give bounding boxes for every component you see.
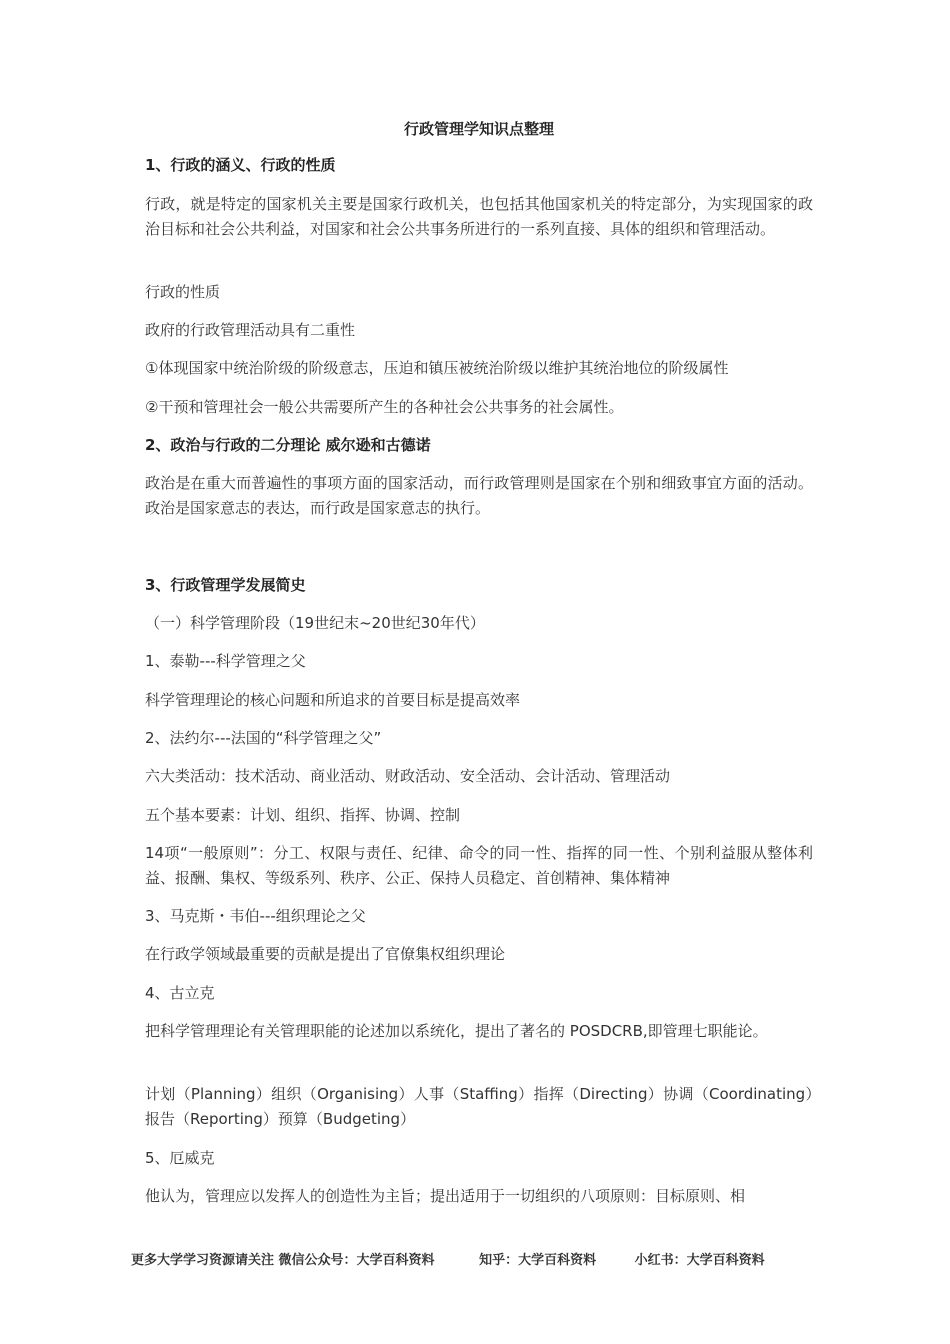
section-3-paragraph-4: 2、法约尔---法国的“科学管理之父” xyxy=(145,729,382,747)
section-3-heading: 3、行政管理学发展简史 xyxy=(145,576,306,594)
document-title: 行政管理学知识点整理 xyxy=(403,120,554,138)
section-2-paragraph-1: 政治是在重大而普遍性的事项方面的国家活动，而行政管理则是国家在个别和细致事宜方面的活动。政治是国家意志的表达，而行政是国家意志的执行。 xyxy=(145,474,813,517)
section-3-paragraph-5: 六大类活动：技术活动、商业活动、财政活动、安全活动、会计活动、管理活动 xyxy=(145,767,671,785)
section-2-heading: 2、政治与行政的二分理论 威尔逊和古德诺 xyxy=(145,436,431,454)
section-1-heading: 1、行政的涵义、行政的性质 xyxy=(145,156,336,174)
section-1-paragraph-4: ①体现国家中统治阶级的阶级意志，压迫和镇压被统治阶级以维护其统治地位的阶级属性 xyxy=(145,359,729,377)
section-3-paragraph-12: 计划（Planning）组织（Organising）人事（Staffing）指挥（Directing）协调（Coordinating）报告（Reporting）预算（Budgeting） xyxy=(145,1085,813,1128)
footer-xiaohongshu: 小红书：大学百科资料 xyxy=(634,1253,765,1268)
section-3-paragraph-6: 五个基本要素：计划、组织、指挥、协调、控制 xyxy=(145,806,461,824)
section-3-paragraph-9: 在行政学领域最重要的贡献是提出了官僚集权组织理论 xyxy=(145,945,506,963)
footer-wechat: 更多大学学习资源请关注 微信公众号：大学百科资料 xyxy=(131,1253,435,1268)
section-3-paragraph-2: 1、泰勒---科学管理之父 xyxy=(145,652,306,670)
section-1-paragraph-5: ②干预和管理社会一般公共需要所产生的各种社会公共事务的社会属性。 xyxy=(145,398,624,416)
section-3-paragraph-1: （一）科学管理阶段（19世纪末~20世纪30年代） xyxy=(145,614,485,632)
section-1-paragraph-3: 政府的行政管理活动具有二重性 xyxy=(145,321,356,339)
section-3-paragraph-14: 他认为，管理应以发挥人的创造性为主旨；提出适用于一切组织的八项原则：目标原则、相 xyxy=(145,1187,746,1205)
section-3-paragraph-10: 4、古立克 xyxy=(145,984,215,1002)
section-3-paragraph-11: 把科学管理理论有关管理职能的论述加以系统化，提出了著名的 POSDCRB,即管理七职能论。 xyxy=(145,1022,768,1040)
section-1-paragraph-2: 行政的性质 xyxy=(145,283,221,301)
footer-zhihu: 知乎：大学百科资料 xyxy=(479,1253,597,1268)
section-3-paragraph-8: 3、马克斯・韦伯---组织理论之父 xyxy=(145,907,366,925)
section-3-paragraph-13: 5、厄威克 xyxy=(145,1149,215,1167)
section-3-paragraph-7: 14项“一般原则”：分工、权限与责任、纪律、命令的同一性、指挥的同一性、个别利益服从整体利益、报酬、集权、等级系列、秩序、公正、保持人员稳定、首创精神、集体精神 xyxy=(145,844,813,887)
section-3-paragraph-3: 科学管理理论的核心问题和所追求的首要目标是提高效率 xyxy=(145,691,521,709)
section-1-paragraph-1: 行政，就是特定的国家机关主要是国家行政机关，也包括其他国家机关的特定部分，为实现国家的政治目标和社会公共利益，对国家和社会公共事务所进行的一系列直接、具体的组织和管理活动。 xyxy=(145,195,813,238)
page-footer xyxy=(131,1249,831,1268)
